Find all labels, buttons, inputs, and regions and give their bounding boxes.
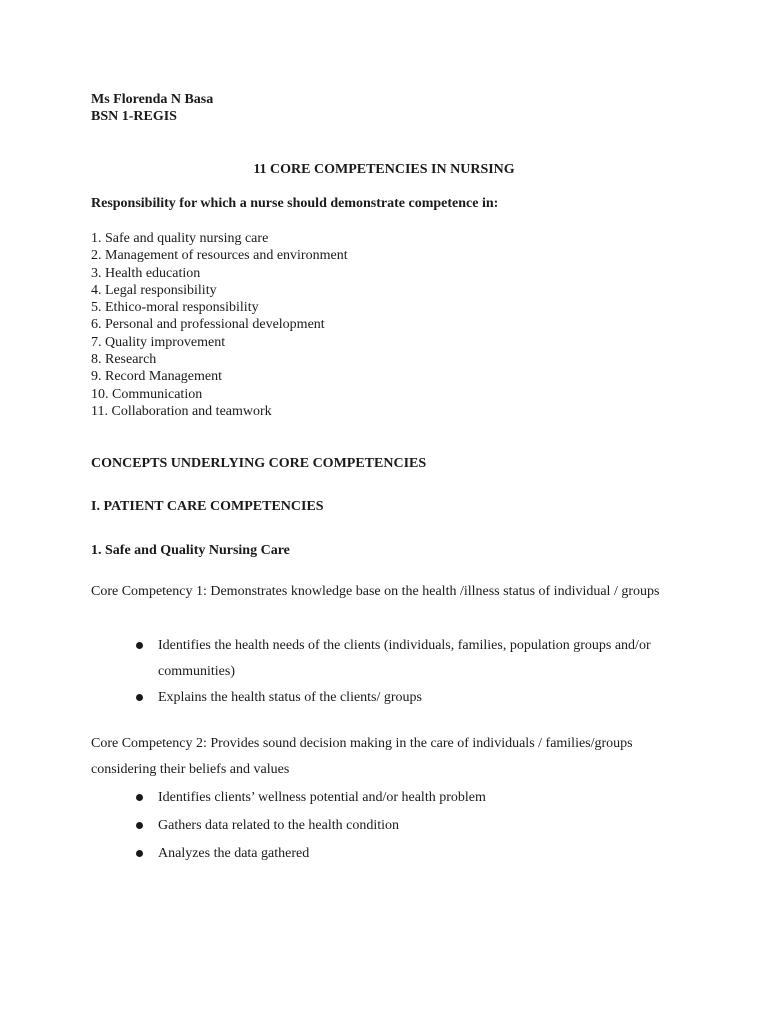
list-item: 2. Management of resources and environment	[91, 248, 348, 264]
list-item	[158, 685, 678, 711]
list-item	[158, 633, 678, 685]
bullet-text: Gathers data related to the health condition	[158, 818, 400, 833]
list-item: 10. Communication	[91, 386, 203, 402]
list-item: 9. Record Management	[91, 369, 223, 385]
list-item: 6. Personal and professional development	[91, 317, 325, 333]
list-item: 4. Legal responsibility	[91, 282, 217, 298]
subsection-heading: 1. Safe and Quality Nursing Care	[91, 543, 290, 558]
bullet-icon	[136, 822, 143, 829]
document-title: 11 CORE COMPETENCIES IN NURSING	[253, 162, 515, 177]
core-competency-1: Core Competency 1: Demonstrates knowledge base on the health /illness status of individual / groups	[91, 584, 660, 599]
author-class: BSN 1-REGIS	[91, 109, 177, 124]
bullet-icon	[136, 850, 143, 857]
list-item	[158, 841, 678, 867]
bullet-text: Analyzes the data gathered	[158, 846, 310, 861]
list-item	[158, 813, 678, 839]
list-item: 3. Health education	[91, 265, 201, 281]
list-item	[158, 785, 678, 811]
core-competency-1-bullets	[158, 633, 678, 711]
section-heading: I. PATIENT CARE COMPETENCIES	[91, 499, 324, 514]
bullet-icon	[136, 694, 143, 701]
author-name: Ms Florenda N Basa	[91, 92, 214, 107]
list-item: 11. Collaboration and teamwork	[91, 403, 272, 419]
bullet-text: Explains the health status of the clients/ groups	[158, 690, 423, 705]
competency-list	[91, 230, 348, 420]
bullet-text: Identifies clients’ wellness potential and/or health problem	[158, 790, 486, 805]
list-item: 8. Research	[91, 352, 157, 368]
core-competency-2-bullets	[158, 785, 678, 867]
core-competency-2: Core Competency 2: Provides sound decision making in the care of individuals / families/groups considering their beliefs and values	[91, 736, 633, 777]
intro-text: Responsibility for which a nurse should demonstrate competence in:	[91, 196, 499, 211]
bullet-icon	[136, 794, 143, 801]
list-item: 1. Safe and quality nursing care	[91, 231, 269, 246]
concepts-heading: CONCEPTS UNDERLYING CORE COMPETENCIES	[91, 456, 427, 471]
list-item: 5. Ethico-moral responsibility	[91, 300, 259, 316]
bullet-icon	[136, 642, 143, 649]
bullet-text: Identifies the health needs of the clients (individuals, families, population groups and/or communities)	[158, 638, 651, 679]
list-item: 7. Quality improvement	[91, 334, 226, 350]
